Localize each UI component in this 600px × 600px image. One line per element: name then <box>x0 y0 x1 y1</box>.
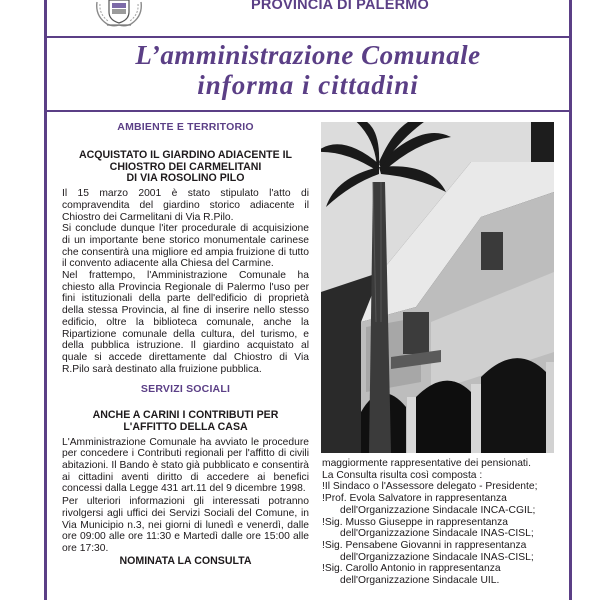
article-title-line: CHIOSTRO DEI CARMELITANI <box>109 160 262 173</box>
member-name: Sig. Pensabene Giovanni in rappresentanza <box>324 539 527 551</box>
member-name: Sig. Carollo Antonio in rappresentanza <box>324 563 501 575</box>
header-bottom-rule <box>46 110 570 112</box>
article-paragraph: Nel frattempo, l'Amministrazione Comunale ha chiesto alla Provincia Regionale di Palermo l'uso per fini istituzionali della parte dell'edificio di proprietà della stessa Provincia, al fine di inserire nello stesso edificio, oltre la biblioteca comunale, anche la Ripartizione comunale della cultura, del turismo, e della pubblica istruzione. Il giardino acquistato al quale si accede direttamente dal Chiostro di Via R.Pilo sarà destinato alla fruizione pubblica. <box>62 270 309 375</box>
right-column <box>322 458 554 587</box>
member-name: Sig. Musso Giuseppe in rappresentanza <box>324 516 509 528</box>
article-title-consulta: NOMINATA LA CONSULTA <box>119 554 252 567</box>
article-title-line: ANCHE A CARINI I CONTRIBUTI PER <box>92 409 279 422</box>
consulta-intro: maggiormente rappresentative dei pensionati. <box>322 458 531 469</box>
article-title-line: L'AFFITTO DELLA CASA <box>123 420 248 433</box>
left-border-line <box>44 0 47 600</box>
member-name: Il Sindaco o l'Assessore delegato - Presidente; <box>324 481 538 493</box>
article-title-garden <box>62 150 309 185</box>
palm-tree-and-cloister-photo <box>321 122 554 453</box>
section-title-environment: AMBIENTE E TERRITORIO <box>117 121 254 133</box>
province-name: PROVINCIA DI PALERMO <box>250 0 429 13</box>
article-paragraph: Si conclude dunque l'iter procedurale di acquisizione di un importante bene storico monumentale carinese che consentirà una migliore ed ampia fruizione di tutto il convento adiacente alla Chiesa del Carmine. <box>62 223 309 270</box>
consulta-intro: La Consulta risulta così composta : <box>322 469 483 481</box>
member-role: dell'Organizzazione Sindacale INAS-CISL; <box>340 528 534 540</box>
headline-line-2: informa i cittadini <box>197 70 419 100</box>
article-paragraph: Per ulteriori informazioni gli interessati potranno rivolgersi agli uffici dei Servizi Sociali del Comune, in Via Municipio n.3, nei giorni di lunedì e venerdì, dalle ore 09:00 alle ore 11:30 e Martedì dalle ore 15:00 alle ore 17:30. <box>62 496 309 554</box>
section-title-social: SERVIZI SOCIALI <box>140 383 231 396</box>
consulta-member: !Sig. Pensabene Giovanni in rappresentanza dell'Organizzazione Sindacale INAS-CISL; <box>322 540 554 563</box>
article-paragraph: L'Amministrazione Comunale ha avviato le procedure per concedere i Contributi regionali per l'affitto di civili abitazioni. Il Bando è stato già pubblicato e consentirà ai cittadini aventi diritto di accedere ai benefici concessi dalla Legge 431 art.11 del 9 dicembre 1998. <box>62 436 309 495</box>
member-role: dell'Organizzazione Sindacale INAS-CISL; <box>340 551 534 563</box>
consulta-member: !Prof. Evola Salvatore in rappresentanza dell'Organizzazione Sindacale INCA-CGIL; <box>322 493 554 516</box>
article-title-rent <box>62 410 309 434</box>
consulta-member: !Sig. Carollo Antonio in rappresentanza dell'Organizzazione Sindacale UIL. <box>322 563 554 586</box>
header-top-rule <box>46 36 570 38</box>
article-paragraph: Il 15 marzo 2001 è stato stipulato l'atto di compravendita del giardino storico adiacente il Chiostro dei Carmelitani di Via R.Pilo. <box>62 188 309 223</box>
left-column <box>62 122 309 567</box>
headline-line-1: L’amministrazione Comunale <box>135 40 481 70</box>
consulta-member: !Sig. Musso Giuseppe in rappresentanza dell'Organizzazione Sindacale INAS-CISL; <box>322 517 554 540</box>
right-border-line <box>569 0 572 600</box>
member-role: dell'Organizzazione Sindacale INCA-CGIL; <box>340 504 536 516</box>
article-title-line: ACQUISTATO IL GIARDINO ADIACENTE IL <box>78 148 293 161</box>
consulta-member: !Il Sindaco o l'Assessore delegato - Presidente; <box>322 481 538 493</box>
member-name: Prof. Evola Salvatore in rappresentanza <box>324 493 507 505</box>
municipal-coat-of-arms-icon <box>93 0 145 28</box>
member-role: dell'Organizzazione Sindacale UIL. <box>340 575 500 587</box>
article-title-line: DI VIA ROSOLINO PILO <box>126 172 245 185</box>
